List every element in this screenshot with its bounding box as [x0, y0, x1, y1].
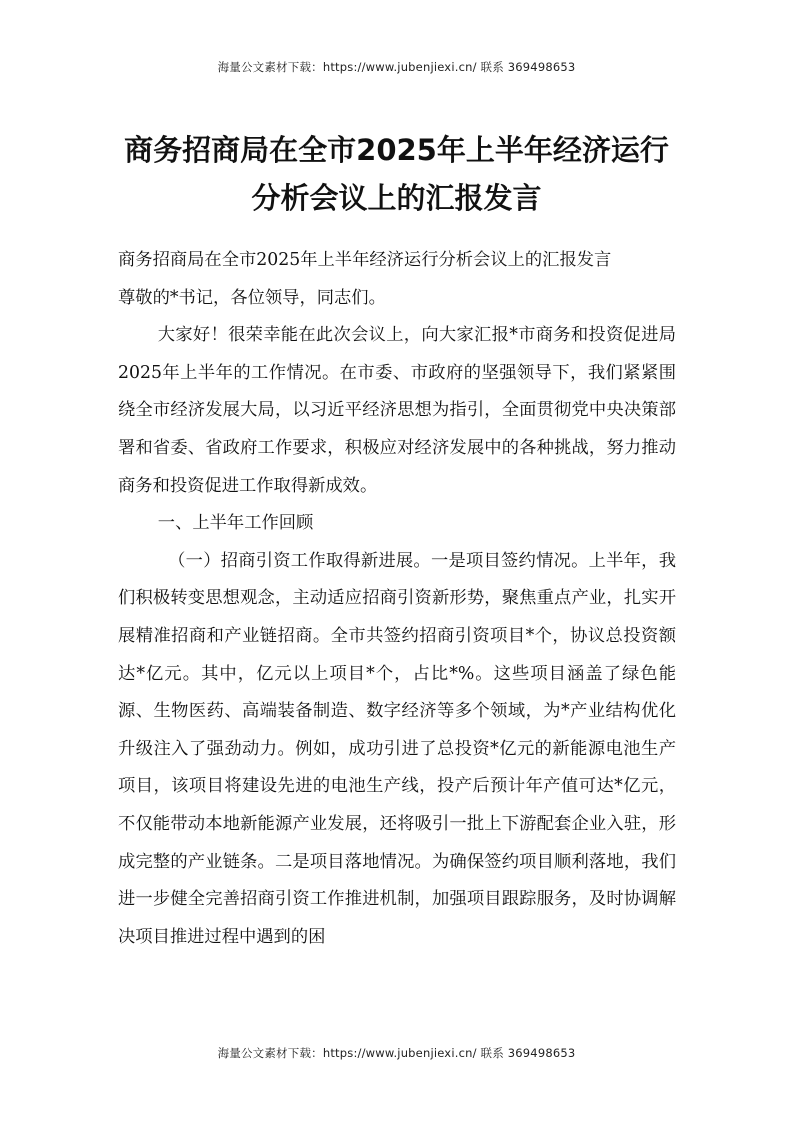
paragraph-salutation: 尊敬的*书记，各位领导，同志们。 [118, 287, 386, 308]
document-title-line-1: 商务招商局在全市2025年上半年经济运行 [124, 133, 669, 167]
paragraph-investment: （一）招商引资工作取得新进展。一是项目签约情况。上半年，我们积极转变思想观念，主动适应招商引资新形势，聚焦重点产业，扎实开展精准招商和产业链招商。全市共签约招商引资项目*个，协议总投资额达*亿元。其中，亿元以上项目*个，占比*%。这些项目涵盖了绿色能源、生物医药、高端装备制造、数字经济等多个领域，为*产业结构优化升级注入了强劲动力。例如，成功引进了总投资*亿元的新能源电池生产项目，该项目将建设先进的电池生产线，投产后预计年产值可达*亿元，不仅能带动本地新能源产业发展，还将吸引一批上下游配套企业入驻，形成完整的产业链条。二是项目落地情况。为确保签约项目顺利落地，我们进一步健全完善招商引资工作推进机制，加强项目跟踪服务，及时协调解决项目推进过程中遇到的困 [118, 550, 676, 947]
page-header: 海量公文素材下载：https://www.jubenjiexi.cn/ 联系 369498653 [217, 60, 576, 74]
section-heading-1: 一、上半年工作回顾 [157, 513, 314, 534]
paragraph-greeting: 大家好！很荣幸能在此次会议上，向大家汇报*市商务和投资促进局2025年上半年的工作情况。在市委、市政府的坚强领导下，我们紧紧围绕全市经济发展大局，以习近平经济思想为指引，全面贯彻党中央决策部署和省委、省政府工作要求，积极应对经济发展中的各种挑战，努力推动商务和投资促进工作取得新成效。 [118, 325, 676, 496]
page-footer: 海量公文素材下载：https://www.jubenjiexi.cn/ 联系 369498653 [217, 1046, 576, 1060]
document-body [118, 242, 676, 956]
document-title-line-2: 分析会议上的汇报发言 [251, 181, 542, 215]
paragraph-subtitle: 商务招商局在全市2025年上半年经济运行分析会议上的汇报发言 [118, 250, 612, 270]
